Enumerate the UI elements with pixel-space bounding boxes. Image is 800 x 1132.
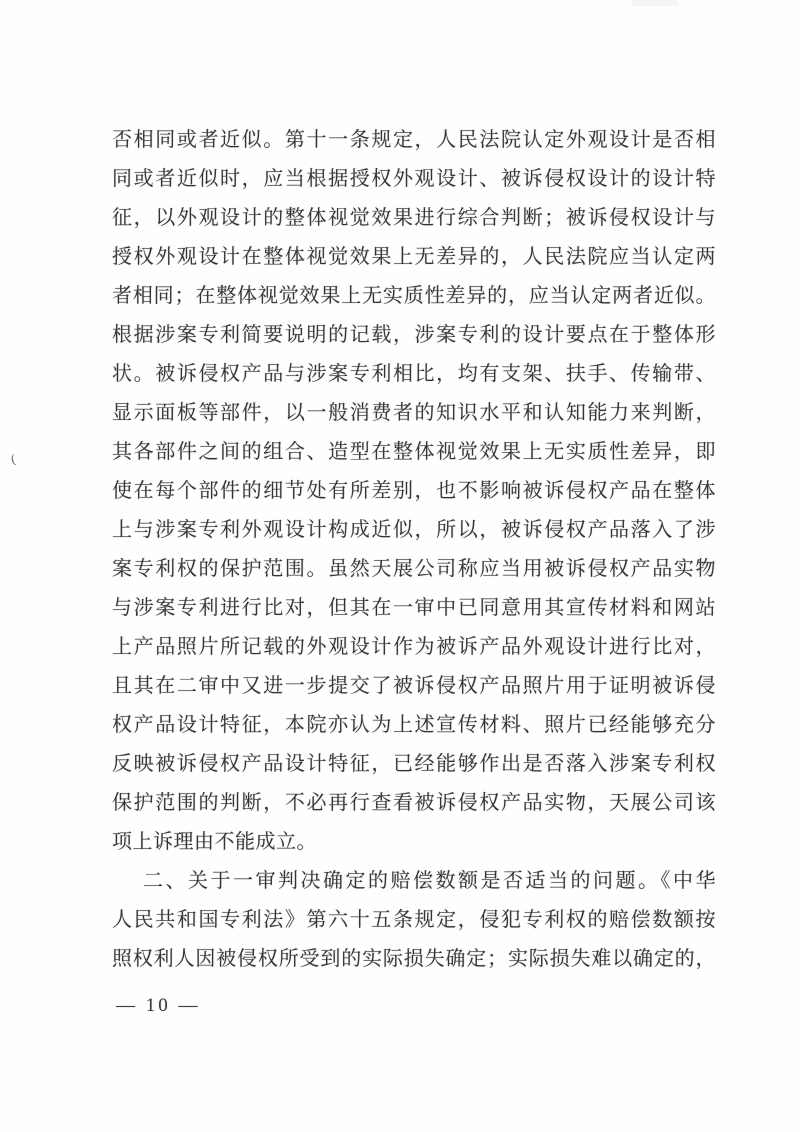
text-line: 授权外观设计在整体视觉效果上无差异的，人民法院应当认定两: [112, 246, 716, 268]
text-line: 其各部件之间的组合、造型在整体视觉效果上无实质性差异，即: [112, 441, 716, 463]
judgment-body-text: [112, 121, 716, 979]
text-line: 案专利权的保护范围。虽然天展公司称应当用被诉侵权产品实物: [112, 558, 716, 580]
text-line-paragraph-end: 项上诉理由不能成立。: [112, 831, 317, 853]
text-line-paragraph-start: 二、关于一审判决确定的赔偿数额是否适当的问题。《中华: [143, 870, 716, 892]
text-line: 上产品照片所记载的外观设计作为被诉产品外观设计进行比对，: [112, 636, 716, 658]
text-line: 照权利人因被侵权所受到的实际损失确定；实际损失难以确定的，: [112, 948, 716, 970]
text-line: 反映被诉侵权产品设计特征，已经能够作出是否落入涉案专利权: [112, 753, 716, 775]
text-line: 人民共和国专利法》第六十五条规定，侵犯专利权的赔偿数额按: [112, 909, 716, 931]
scan-speck: (: [9, 450, 17, 467]
text-line: 者相同；在整体视觉效果上无实质性差异的，应当认定两者近似。: [112, 285, 716, 307]
text-line: 保护范围的判断，不必再行查看被诉侵权产品实物，天展公司该: [112, 792, 716, 814]
text-line: 且其在二审中又进一步提交了被诉侵权产品照片用于证明被诉侵: [112, 675, 716, 697]
text-line: 权产品设计特征，本院亦认为上述宣传材料、照片已经能够充分: [112, 714, 716, 736]
text-line: 根据涉案专利简要说明的记载，涉案专利的设计要点在于整体形: [112, 324, 716, 346]
text-line: 使在每个部件的细节处有所差别，也不影响被诉侵权产品在整体: [112, 480, 716, 502]
text-line: 上与涉案专利外观设计构成近似，所以，被诉侵权产品落入了涉: [112, 519, 716, 541]
text-line: 同或者近似时，应当根据授权外观设计、被诉侵权设计的设计特: [112, 168, 716, 190]
text-line: 显示面板等部件，以一般消费者的知识水平和认知能力来判断，: [112, 402, 716, 424]
text-line: 与涉案专利进行比对，但其在一审中已同意用其宣传材料和网站: [112, 597, 716, 619]
page-number: — 10 —: [116, 995, 201, 1016]
scan-artifact-band: [632, 0, 678, 6]
text-line: 征，以外观设计的整体视觉效果进行综合判断；被诉侵权设计与: [112, 207, 716, 229]
text-line: 状。被诉侵权产品与涉案专利相比，均有支架、扶手、传输带、: [112, 363, 716, 385]
text-line: 否相同或者近似。第十一条规定，人民法院认定外观设计是否相: [112, 129, 716, 151]
